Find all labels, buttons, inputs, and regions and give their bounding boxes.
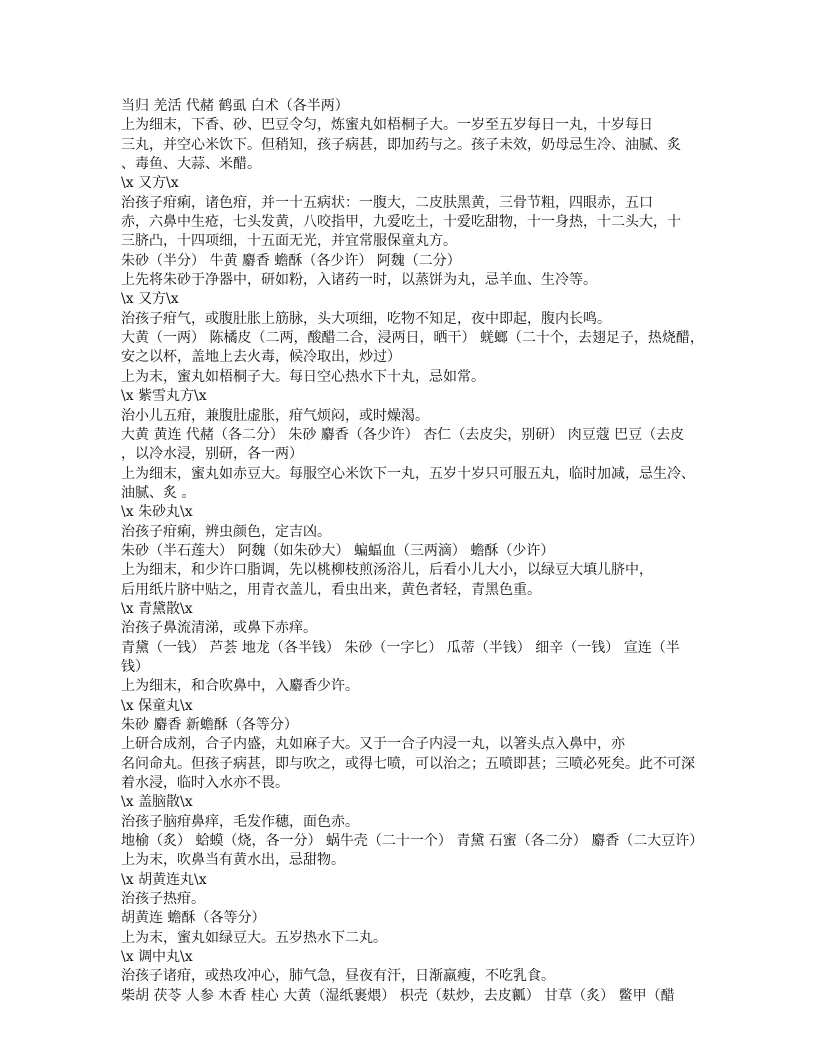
section-heading: \x 又方\x [121, 175, 179, 192]
text-line: 上为末，蜜丸如梧桐子大。每日空心热水下十丸，忌如常。 [121, 368, 485, 385]
section-heading: \x 盖脑散\x [121, 794, 193, 811]
text-line: 上为末，蜜丸如绿豆大。五岁热水下二丸。 [121, 929, 387, 946]
section-heading: \x 紫雪丸方\x [121, 388, 207, 405]
text-line: 柴胡 茯苓 人参 木香 桂心 大黄（湿纸裹煨） 枳壳（麸炒，去皮瓤） 甘草（炙） 鳖甲（醋 [121, 987, 675, 1004]
text-line: 赤，六鼻中生疮，七头发黄，八咬指甲，九爱吃土，十爱吃甜物，十一身热，十二头大，十 [121, 214, 681, 231]
section-heading: \x 朱砂丸\x [121, 504, 193, 521]
text-line: 、毒鱼、大蒜、米醋。 [121, 156, 261, 173]
text-line: 胡黄连 蟾酥（各等分） [121, 910, 266, 927]
text-line: 上为细末，蜜丸如赤豆大。每服空心米饮下一丸，五岁十岁只可服五丸，临时加减，忌生冷、 [121, 465, 695, 482]
text-line: 大黄 黄连 代赭（各二分） 朱砂 麝香（各少许） 杏仁（去皮尖，别研） 肉豆蔻 巴豆（去皮 [121, 426, 685, 443]
text-line: 三脐凸，十四项细，十五面无光，并宜常服保童丸方。 [121, 233, 457, 250]
text-line: 治孩子疳痢，诸色疳，并一十五病状：一腹大，二皮肤黑黄，三骨节粗，四眼赤，五口 [121, 194, 653, 211]
text-line: 当归 羌活 代赭 鹤虱 白术（各半两） [121, 98, 349, 114]
text-line: 油腻、炙 。 [121, 484, 196, 501]
text-line: 治孩子诸疳，或热攻冲心，肺气急，昼夜有汗，日渐羸瘦，不吃乳食。 [121, 968, 555, 985]
text-line: 名问命丸。但孩子病甚，即与吹之，或得七喷，可以治之；五喷即甚；三喷必死矣。此不可深 [121, 755, 695, 772]
section-heading: \x 又方\x [121, 291, 179, 308]
text-line: 安之以杯，盖地上去火毒，候冷取出，炒过） [121, 349, 401, 366]
text-line: 上先将朱砂于净器中，研如粉，入诸药一时，以蒸饼为丸，忌羊血、生冷等。 [121, 272, 597, 289]
text-line: 青黛（一钱） 芦荟 地龙（各半钱） 朱砂（一字匕） 瓜蒂（半钱） 细辛（一钱） 宣连（半 [121, 639, 680, 656]
text-line: 三丸，并空心米饮下。但稍知，孩子病甚，即加药与之。孩子未效，奶母忌生冷、油腻、炙 [121, 136, 681, 153]
text-line: 治孩子疳痢，辨虫颜色，定吉凶。 [121, 523, 331, 540]
section-heading: \x 胡黄连丸\x [121, 871, 207, 888]
text-line: 治孩子疳气，或腹肚胀上筋脉，头大项细，吃物不知足，夜中即起，腹内长鸣。 [121, 310, 611, 327]
text-line: ，以冷水浸，别研，各一两） [121, 446, 303, 463]
text-line: 朱砂（半石莲大） 阿魏（如朱砂大） 蝙蝠血（三两滴） 蟾酥（少许） [121, 542, 555, 559]
text-line: 治小儿五疳，兼腹肚虚胀，疳气烦闷，或时燥渴。 [121, 407, 429, 424]
text-line: 治孩子热疳。 [121, 891, 205, 908]
text-line: 上为细末，和少许口脂调，先以桃柳枝煎汤浴儿，后看小儿大小，以绿豆大填儿脐中， [121, 562, 653, 579]
text-line: 大黄（一两） 陈橘皮（二两，酸醋二合，浸两日，晒干） 蜣螂（二十个，去翅足子，热烧醋， [121, 330, 704, 347]
text-line: 地榆（炙） 蛤蟆（烧，各一分） 蜗牛壳（二十一个） 青黛 石蜜（各二分） 麝香（二大豆许） [121, 833, 704, 850]
text-line: 上为细末，下香、砂、巴豆令匀，炼蜜丸如梧桐子大。一岁至五岁每日一丸，十岁每日 [121, 117, 653, 134]
text-line: 上为末，吹鼻当有黄水出，忌甜物。 [121, 852, 345, 869]
text-line: 钱） [121, 658, 149, 675]
text-line: 朱砂 麝香 新蟾酥（各等分） [121, 717, 298, 733]
section-heading: \x 保童丸\x [121, 697, 193, 714]
text-line: 后用纸片脐中贴之，用青衣盖儿，看虫出来，黄色者轻，青黑色重。 [121, 581, 541, 598]
section-heading: \x 青黛散\x [121, 600, 193, 617]
text-line: 治孩子鼻流清涕，或鼻下赤痒。 [121, 620, 317, 637]
text-line: 治孩子脑疳鼻痒，毛发作穗，面色赤。 [121, 813, 359, 830]
text-line: 着水浸，临时入水亦不畏。 [121, 775, 289, 792]
document-page [121, 97, 704, 1006]
text-line: 上为细末，和合吹鼻中，入麝香少许。 [121, 678, 359, 695]
text-line: 朱砂（半分） 牛黄 麝香 蟾酥（各少许） 阿魏（二分） [121, 252, 461, 269]
text-line: 上研合成剂，合子内盛，丸如麻子大。又于一合子内浸一丸，以箸头点入鼻中，亦 [121, 736, 625, 753]
section-heading: \x 调中丸\x [121, 949, 193, 966]
